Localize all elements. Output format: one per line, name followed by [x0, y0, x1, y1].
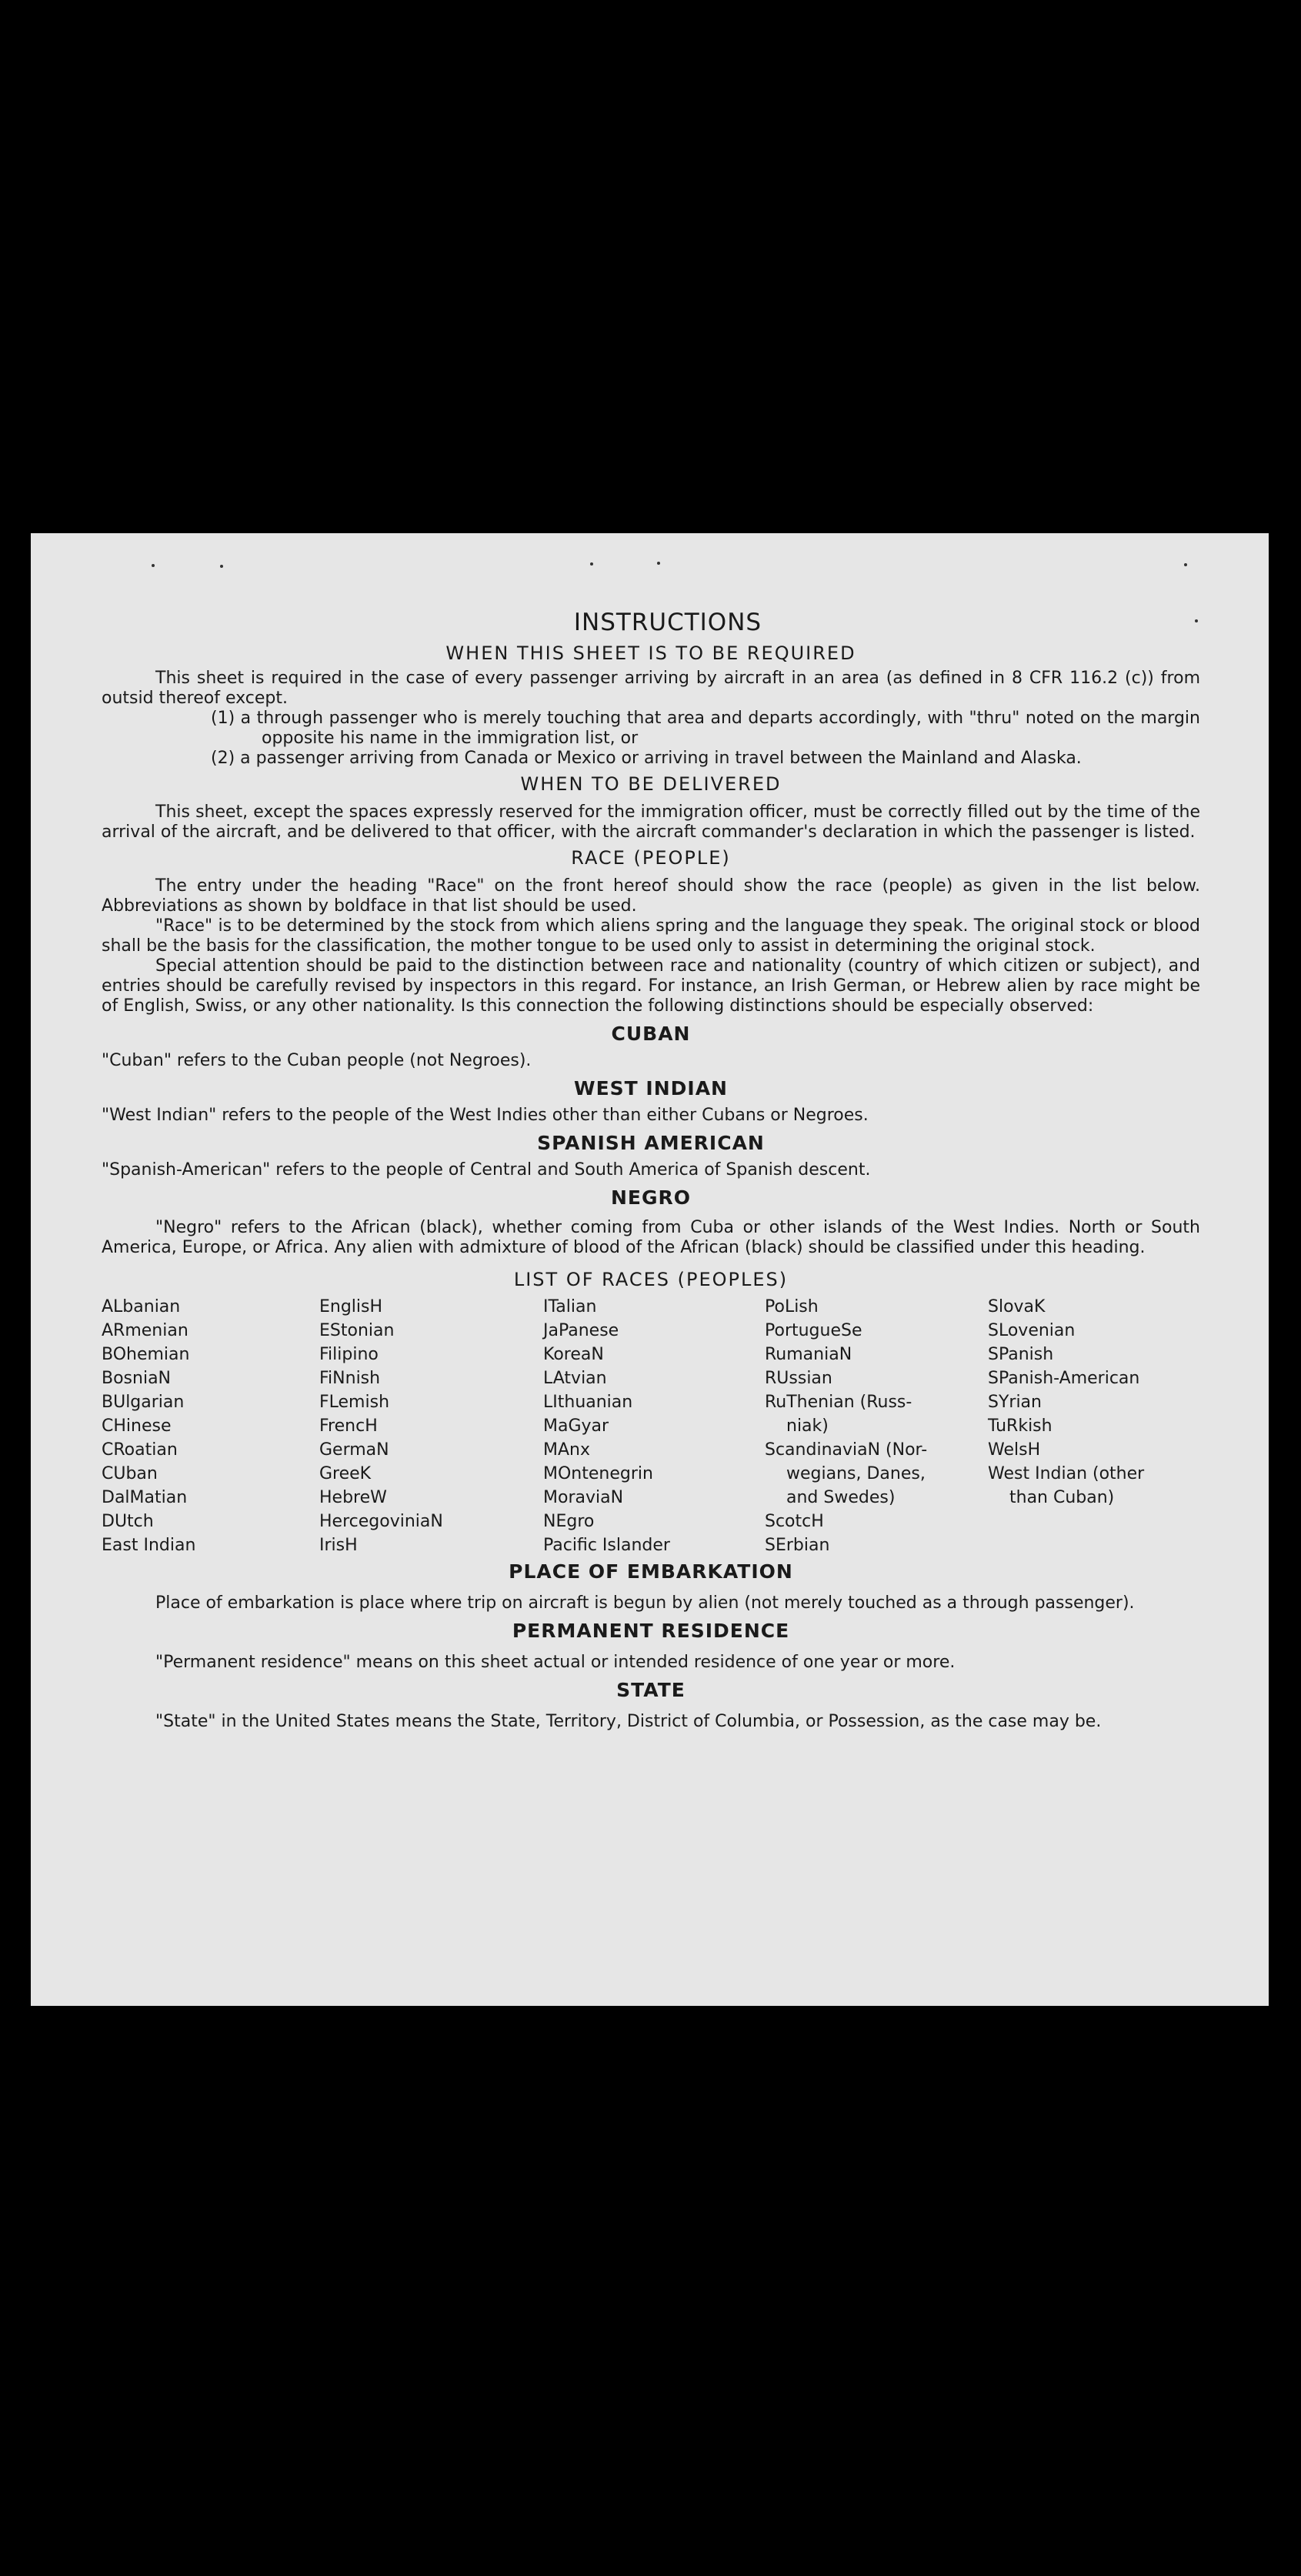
- race-item: JaPanese: [543, 1321, 619, 1340]
- paragraph: This sheet is required in the case of every passenger arriving by aircraft in an area (as defined in 8 CFR 116.2 (c)) from outsid thereof except.: [102, 669, 1200, 708]
- speck: [590, 562, 593, 566]
- race-item: IrisH: [319, 1536, 358, 1555]
- paragraph: This sheet, except the spaces expressly reserved for the immigration officer, must be correctly filled out by the time of the arrival of the aircraft, and be delivered to that officer, with the aircraft commander's declaration in which the passenger is listed.: [102, 802, 1200, 842]
- race-item: KoreaN: [543, 1345, 604, 1364]
- race-item: GermaN: [319, 1440, 389, 1460]
- race-item: WelsH: [988, 1440, 1041, 1460]
- section-heading: PERMANENT RESIDENCE: [512, 1620, 790, 1642]
- section-heading: WEST INDIAN: [574, 1077, 728, 1099]
- race-item: HercegoviniaN: [319, 1512, 443, 1531]
- section-heading: NEGRO: [610, 1186, 692, 1209]
- section-heading: SPANISH AMERICAN: [537, 1132, 765, 1154]
- page-title: INSTRUCTIONS: [573, 609, 762, 636]
- paragraph: "State" in the United States means the State, Territory, District of Columbia, or Possession, as the case may be.: [155, 1712, 1102, 1731]
- section-heading: STATE: [616, 1679, 686, 1701]
- list-item: (1) a through passenger who is merely touching that area and departs accordingly, with "thru" noted on the margin opposite his name in the immigration list, or: [211, 709, 1200, 748]
- paragraph: Special attention should be paid to the distinction between race and nationality (country of which citizen or subject), and entries should be carefully revised by inspectors in this regard. For instance, an Irish German, or Hebrew alien by race might be of English, Swiss, or any other nationality. Is this connection the following distinctions should be especially observed:: [102, 956, 1200, 1016]
- race-item: NEgro: [543, 1512, 595, 1531]
- race-item: SErbian: [765, 1536, 830, 1555]
- race-list: [102, 1295, 1200, 1557]
- race-item: SLovenian: [988, 1321, 1076, 1340]
- race-item: ScandinaviaN (Nor-: [765, 1440, 928, 1460]
- race-item: FrencH: [319, 1416, 378, 1436]
- section-heading: WHEN THIS SHEET IS TO BE REQUIRED: [445, 642, 856, 664]
- race-item: HebreW: [319, 1488, 387, 1507]
- race-item: RuThenian (Russ-: [765, 1393, 912, 1412]
- paragraph: "Race" is to be determined by the stock from which aliens spring and the language they speak. The original stock or blood shall be the basis for the classification, the mother tongue to be used only to assist in determining the original stock.: [102, 916, 1200, 956]
- race-item: Filipino: [319, 1345, 379, 1364]
- race-column: [543, 1295, 765, 1557]
- race-item: SPanish-American: [988, 1369, 1140, 1388]
- race-item: PortugueSe: [765, 1321, 862, 1340]
- race-item: ARmenian: [102, 1321, 188, 1340]
- paragraph: "Negro" refers to the African (black), whether coming from Cuba or other islands of the West Indies. North or South America, Europe, or Africa. Any alien with admixture of blood of the African (black) should be classified under this heading.: [102, 1218, 1200, 1257]
- speck: [1184, 563, 1187, 566]
- paragraph: "Permanent residence" means on this sheet actual or intended residence of one year or more.: [155, 1653, 956, 1672]
- race-column: [988, 1295, 1200, 1557]
- race-item: EnglisH: [319, 1297, 383, 1316]
- race-item: GreeK: [319, 1464, 372, 1483]
- section-heading: LIST OF RACES (PEOPLES): [513, 1269, 789, 1290]
- race-item: MAnx: [543, 1440, 590, 1460]
- race-item: CUban: [102, 1464, 158, 1483]
- section-heading: WHEN TO BE DELIVERED: [520, 773, 782, 795]
- race-item: EStonian: [319, 1321, 395, 1340]
- race-item-continued: than Cuban): [1009, 1488, 1115, 1507]
- race-item: West Indian (other: [988, 1464, 1145, 1483]
- race-item: FiNnish: [319, 1369, 381, 1388]
- section-heading: CUBAN: [611, 1023, 691, 1045]
- race-item: ALbanian: [102, 1297, 181, 1316]
- speck: [220, 565, 223, 568]
- race-item: SPanish: [988, 1345, 1054, 1364]
- race-item: MoraviaN: [543, 1488, 624, 1507]
- race-item: ITalian: [543, 1297, 597, 1316]
- race-item: SYrian: [988, 1393, 1042, 1412]
- race-item: CHinese: [102, 1416, 172, 1436]
- document-sheet: [31, 533, 1269, 2006]
- speck: [657, 562, 660, 565]
- section-heading: RACE (PEOPLE): [571, 847, 731, 869]
- section-heading: PLACE OF EMBARKATION: [509, 1560, 793, 1583]
- paragraph: "Spanish-American" refers to the people of Central and South America of Spanish descent.: [102, 1160, 871, 1180]
- paragraph: The entry under the heading "Race" on the front hereof should show the race (people) as given in the list below. Abbreviations as shown by boldface in that list should be used.: [102, 876, 1200, 916]
- race-item: Pacific Islander: [543, 1536, 670, 1555]
- race-item: MOntenegrin: [543, 1464, 653, 1483]
- race-item: CRoatian: [102, 1440, 178, 1460]
- race-item: BosniaN: [102, 1369, 172, 1388]
- race-item: RumaniaN: [765, 1345, 852, 1364]
- paragraph: "Cuban" refers to the Cuban people (not Negroes).: [102, 1051, 532, 1070]
- paragraph: Place of embarkation is place where trip on aircraft is begun by alien (not merely touched as a through passenger).: [155, 1593, 1135, 1613]
- race-item: DalMatian: [102, 1488, 188, 1507]
- race-item: LIthuanian: [543, 1393, 633, 1412]
- race-item: LAtvian: [543, 1369, 607, 1388]
- race-column: [765, 1295, 988, 1557]
- race-item: FLemish: [319, 1393, 390, 1412]
- race-item-continued: wegians, Danes,: [786, 1464, 926, 1483]
- paragraph: "West Indian" refers to the people of the West Indies other than either Cubans or Negroes.: [102, 1106, 869, 1125]
- race-item: BUlgarian: [102, 1393, 185, 1412]
- instructions-content: [102, 609, 1200, 1732]
- race-item: DUtch: [102, 1512, 154, 1531]
- race-item: SlovaK: [988, 1297, 1046, 1316]
- race-item: East Indian: [102, 1536, 196, 1555]
- race-column: [102, 1295, 319, 1557]
- race-item: PoLish: [765, 1297, 819, 1316]
- race-item: RUssian: [765, 1369, 832, 1388]
- race-item: MaGyar: [543, 1416, 609, 1436]
- race-item: ScotcH: [765, 1512, 824, 1531]
- race-item: BOhemian: [102, 1345, 190, 1364]
- list-item: (2) a passenger arriving from Canada or Mexico or arriving in travel between the Mainland and Alaska.: [211, 749, 1082, 768]
- race-item-continued: and Swedes): [786, 1488, 896, 1507]
- speck: [152, 564, 155, 567]
- race-item-continued: niak): [786, 1416, 829, 1436]
- race-item: TuRkish: [988, 1416, 1052, 1436]
- race-column: [319, 1295, 543, 1557]
